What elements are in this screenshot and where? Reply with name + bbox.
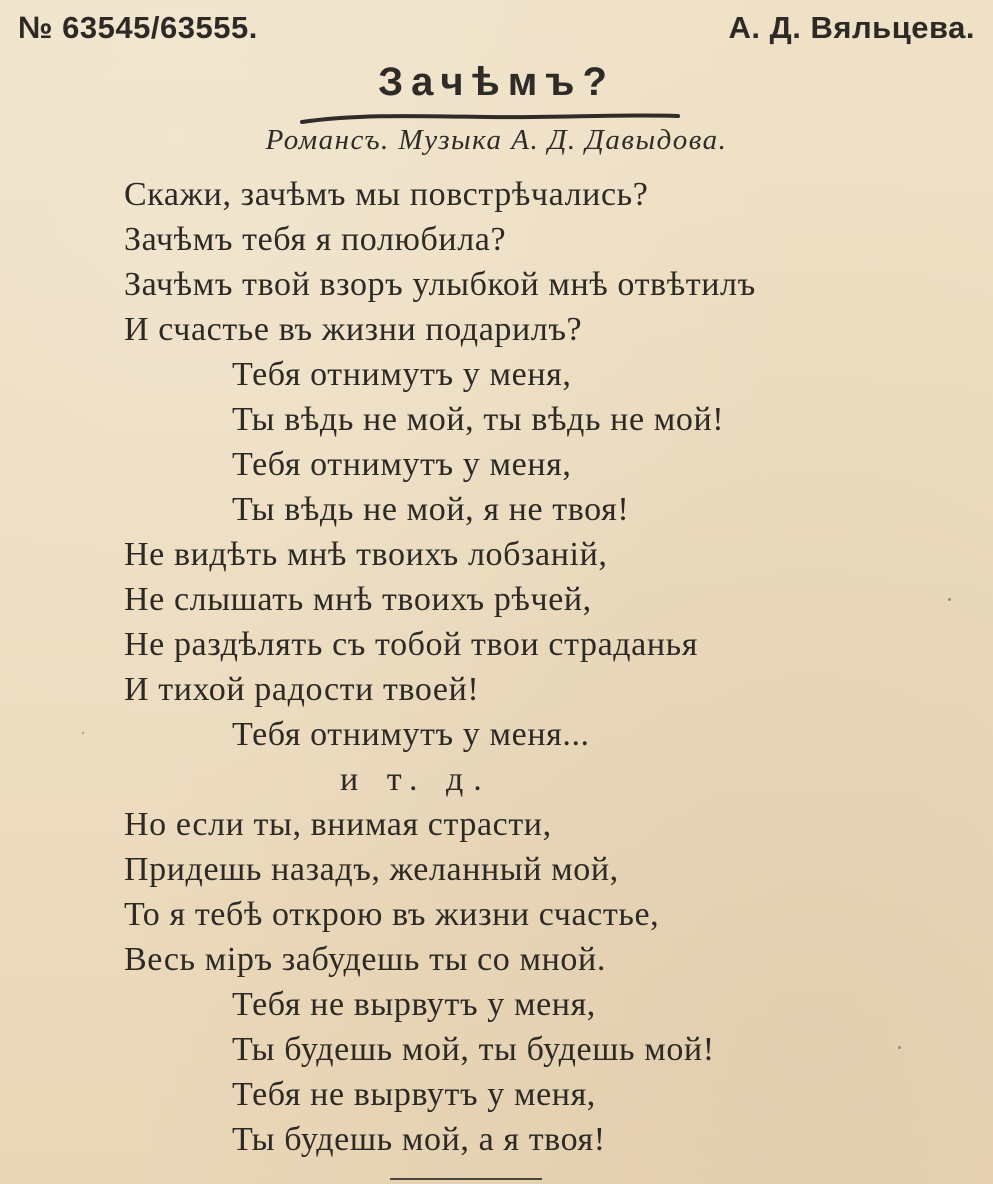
poem-line: Зачѣмъ тебя я полюбила? xyxy=(124,221,507,258)
poem-line: Ты будешь мой, а я твоя! xyxy=(232,1121,606,1158)
poem-line: Тебя не вырвутъ у меня, xyxy=(232,1076,596,1113)
poem-line: Не раздѣлять съ тобой твои страданья xyxy=(124,626,699,663)
paper-spot xyxy=(898,1046,901,1049)
poem-line: Тебя не вырвутъ у меня, xyxy=(232,986,596,1023)
poem-line: Ты вѣдь не мой, ты вѣдь не мой! xyxy=(232,401,725,438)
poem-line: И тихой радости твоей! xyxy=(124,671,480,708)
poem-line: Тебя отнимутъ у меня, xyxy=(232,356,572,393)
poem-line: Тебя отнимутъ у меня, xyxy=(232,446,572,483)
bottom-rule xyxy=(390,1178,542,1180)
poem-line: Весь міръ забудешь ты со мной. xyxy=(124,941,606,978)
poem-line: То я тебѣ открою въ жизни счастье, xyxy=(124,896,660,933)
poem-line: Не видѣть мнѣ твоихъ лобзаній, xyxy=(124,536,608,573)
poem-text xyxy=(0,174,993,1158)
poem-line: Тебя отнимутъ у меня... xyxy=(232,716,590,753)
poem-line: Зачѣмъ твой взоръ улыбкой мнѣ отвѣтилъ xyxy=(124,266,756,303)
paper-spot xyxy=(82,732,84,734)
poem-line: Скажи, зачѣмъ мы повстрѣчались? xyxy=(124,176,649,213)
performer-name: А. Д. Вяльцева. xyxy=(728,10,975,45)
catalog-number: № 63545/63555. xyxy=(18,10,258,45)
poem-line: Придешь назадъ, желанный мой, xyxy=(124,851,619,888)
song-title: Зачѣмъ? xyxy=(378,60,615,104)
poem-line: Но если ты, внимая страсти, xyxy=(124,806,552,843)
poem-line: Ты вѣдь не мой, я не твоя! xyxy=(232,491,630,528)
poem-line: и т. д. xyxy=(340,761,492,798)
poem-line: Ты будешь мой, ты будешь мой! xyxy=(232,1031,715,1068)
poem-line: И счастье въ жизни подарилъ? xyxy=(124,311,583,348)
paper-spot xyxy=(948,598,951,601)
song-subtitle: Романсъ. Музыка А. Д. Давыдова. xyxy=(265,124,728,156)
poem-line: Не слышать мнѣ твоихъ рѣчей, xyxy=(124,581,592,618)
